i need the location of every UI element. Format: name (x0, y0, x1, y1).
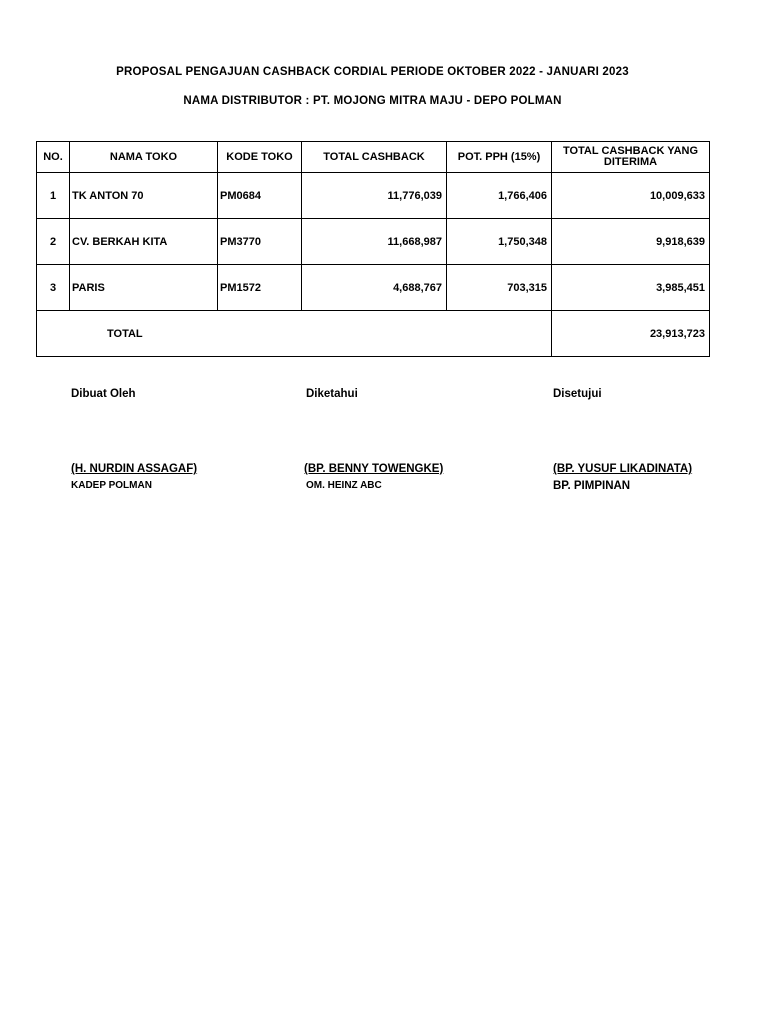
total-label: TOTAL (37, 311, 552, 357)
row-no: 3 (37, 265, 70, 311)
column-header-total-cashback: TOTAL CASHBACK (302, 142, 447, 173)
signature-position-dibuat: KADEP POLMAN (71, 480, 152, 491)
table-row (37, 173, 710, 219)
column-header-kode-toko: KODE TOKO (218, 142, 302, 173)
row-total-cashback: 4,688,767 (302, 265, 447, 311)
signature-role-diketahui: Diketahui (306, 388, 358, 400)
signature-name-disetujui: (BP. YUSUF LIKADINATA) (553, 463, 693, 475)
signature-position-disetujui: BP. PIMPINAN (553, 480, 631, 492)
total-row (37, 311, 710, 357)
row-no: 1 (37, 173, 70, 219)
column-header-nama-toko: NAMA TOKO (70, 142, 218, 173)
table-row (37, 219, 710, 265)
row-kode-toko: PM1572 (218, 265, 302, 311)
row-total-cashback: 11,776,039 (302, 173, 447, 219)
row-no: 2 (37, 219, 70, 265)
signature-role-dibuat: Dibuat Oleh (71, 388, 136, 400)
row-nama-toko: CV. BERKAH KITA (70, 219, 218, 265)
row-pot-pph: 1,750,348 (447, 219, 552, 265)
row-total-diterima: 9,918,639 (552, 219, 710, 265)
table-header-row (37, 142, 710, 173)
document-title: PROPOSAL PENGAJUAN CASHBACK CORDIAL PERIODE OKTOBER 2022 - JANUARI 2023 (116, 66, 629, 78)
signature-role-disetujui: Disetujui (553, 388, 602, 400)
row-total-diterima: 10,009,633 (552, 173, 710, 219)
row-kode-toko: PM0684 (218, 173, 302, 219)
signature-name-dibuat: (H. NURDIN ASSAGAF) (71, 463, 198, 475)
signature-name-diketahui: (BP. BENNY TOWENGKE) (304, 463, 444, 475)
column-header-no: NO. (37, 142, 70, 173)
table-row (37, 265, 710, 311)
distributor-name: NAMA DISTRIBUTOR : PT. MOJONG MITRA MAJU - DEPO POLMAN (183, 95, 562, 107)
row-total-cashback: 11,668,987 (302, 219, 447, 265)
row-nama-toko: TK ANTON 70 (70, 173, 218, 219)
cashback-table (36, 141, 710, 357)
column-header-total-diterima: TOTAL CASHBACK YANG DITERIMA (552, 142, 710, 173)
row-nama-toko: PARIS (70, 265, 218, 311)
signature-position-diketahui: OM. HEINZ ABC (306, 480, 382, 491)
row-kode-toko: PM3770 (218, 219, 302, 265)
row-pot-pph: 703,315 (447, 265, 552, 311)
row-total-diterima: 3,985,451 (552, 265, 710, 311)
total-value: 23,913,723 (552, 311, 710, 357)
column-header-pot-pph: POT. PPH (15%) (447, 142, 552, 173)
row-pot-pph: 1,766,406 (447, 173, 552, 219)
